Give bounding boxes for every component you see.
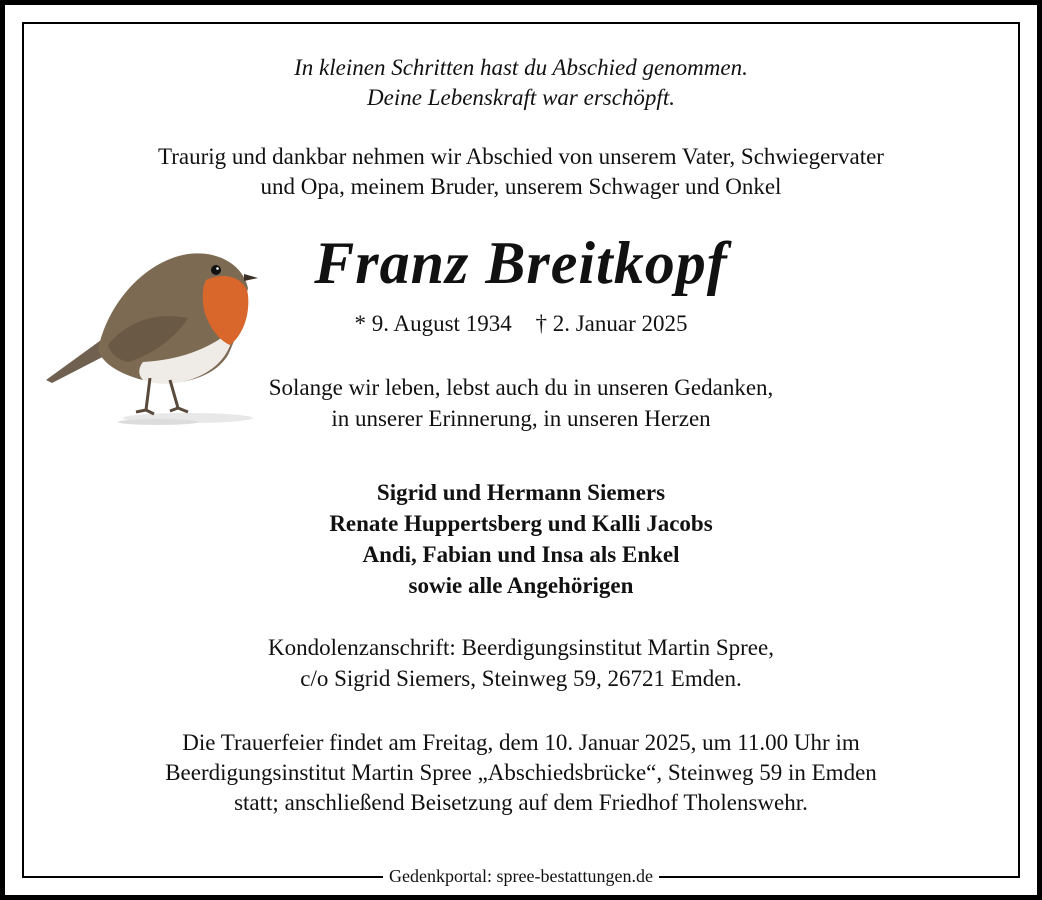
death-date: † 2. Januar 2025	[535, 311, 688, 336]
funeral-line-2: Beerdigungsinstitut Martin Spree „Abschiedsbrücke“, Steinweg 59 in Emden	[165, 760, 877, 785]
quote-line-1: Solange wir leben, lebst auch du in unseren Gedanken,	[268, 375, 774, 400]
mourner-line: sowie alle Angehörigen	[408, 573, 634, 598]
mourner-line: Sigrid und Hermann Siemers	[376, 480, 666, 505]
funeral-line-1: Die Trauerfeier findet am Freitag, dem 10. Januar 2025, um 11.00 Uhr im	[182, 730, 860, 755]
mourner-line: Andi, Fabian und Insa als Enkel	[362, 542, 680, 567]
life-dates	[0, 309, 1042, 339]
poem-line-2: Deine Lebenskraft war erschöpft.	[367, 85, 675, 110]
condolence-line-1: Kondolenzanschrift: Beerdigungsinstitut Martin Spree,	[268, 635, 774, 660]
memorial-portal-link[interactable]: Gedenkportal: spree-bestattungen.de	[383, 866, 659, 886]
intro-line-2: und Opa, meinem Bruder, unserem Schwager und Onkel	[260, 174, 782, 199]
quote-line-2: in unserer Erinnerung, in unseren Herzen	[331, 406, 711, 431]
funeral-line-3: statt; anschließend Beisetzung auf dem Friedhof Tholenswehr.	[234, 790, 808, 815]
memorial-portal	[0, 865, 1042, 887]
intro-line-1: Traurig und dankbar nehmen wir Abschied von unserem Vater, Schwiegervater	[158, 144, 884, 169]
birth-date: * 9. August 1934	[354, 311, 512, 336]
deceased-name: Franz Breitkopf	[314, 230, 728, 296]
condolence-line-2: c/o Sigrid Siemers, Steinweg 59, 26721 Emden.	[300, 666, 742, 691]
poem-line-1: In kleinen Schritten hast du Abschied genommen.	[294, 55, 748, 80]
mourner-line: Renate Huppertsberg und Kalli Jacobs	[329, 511, 713, 536]
